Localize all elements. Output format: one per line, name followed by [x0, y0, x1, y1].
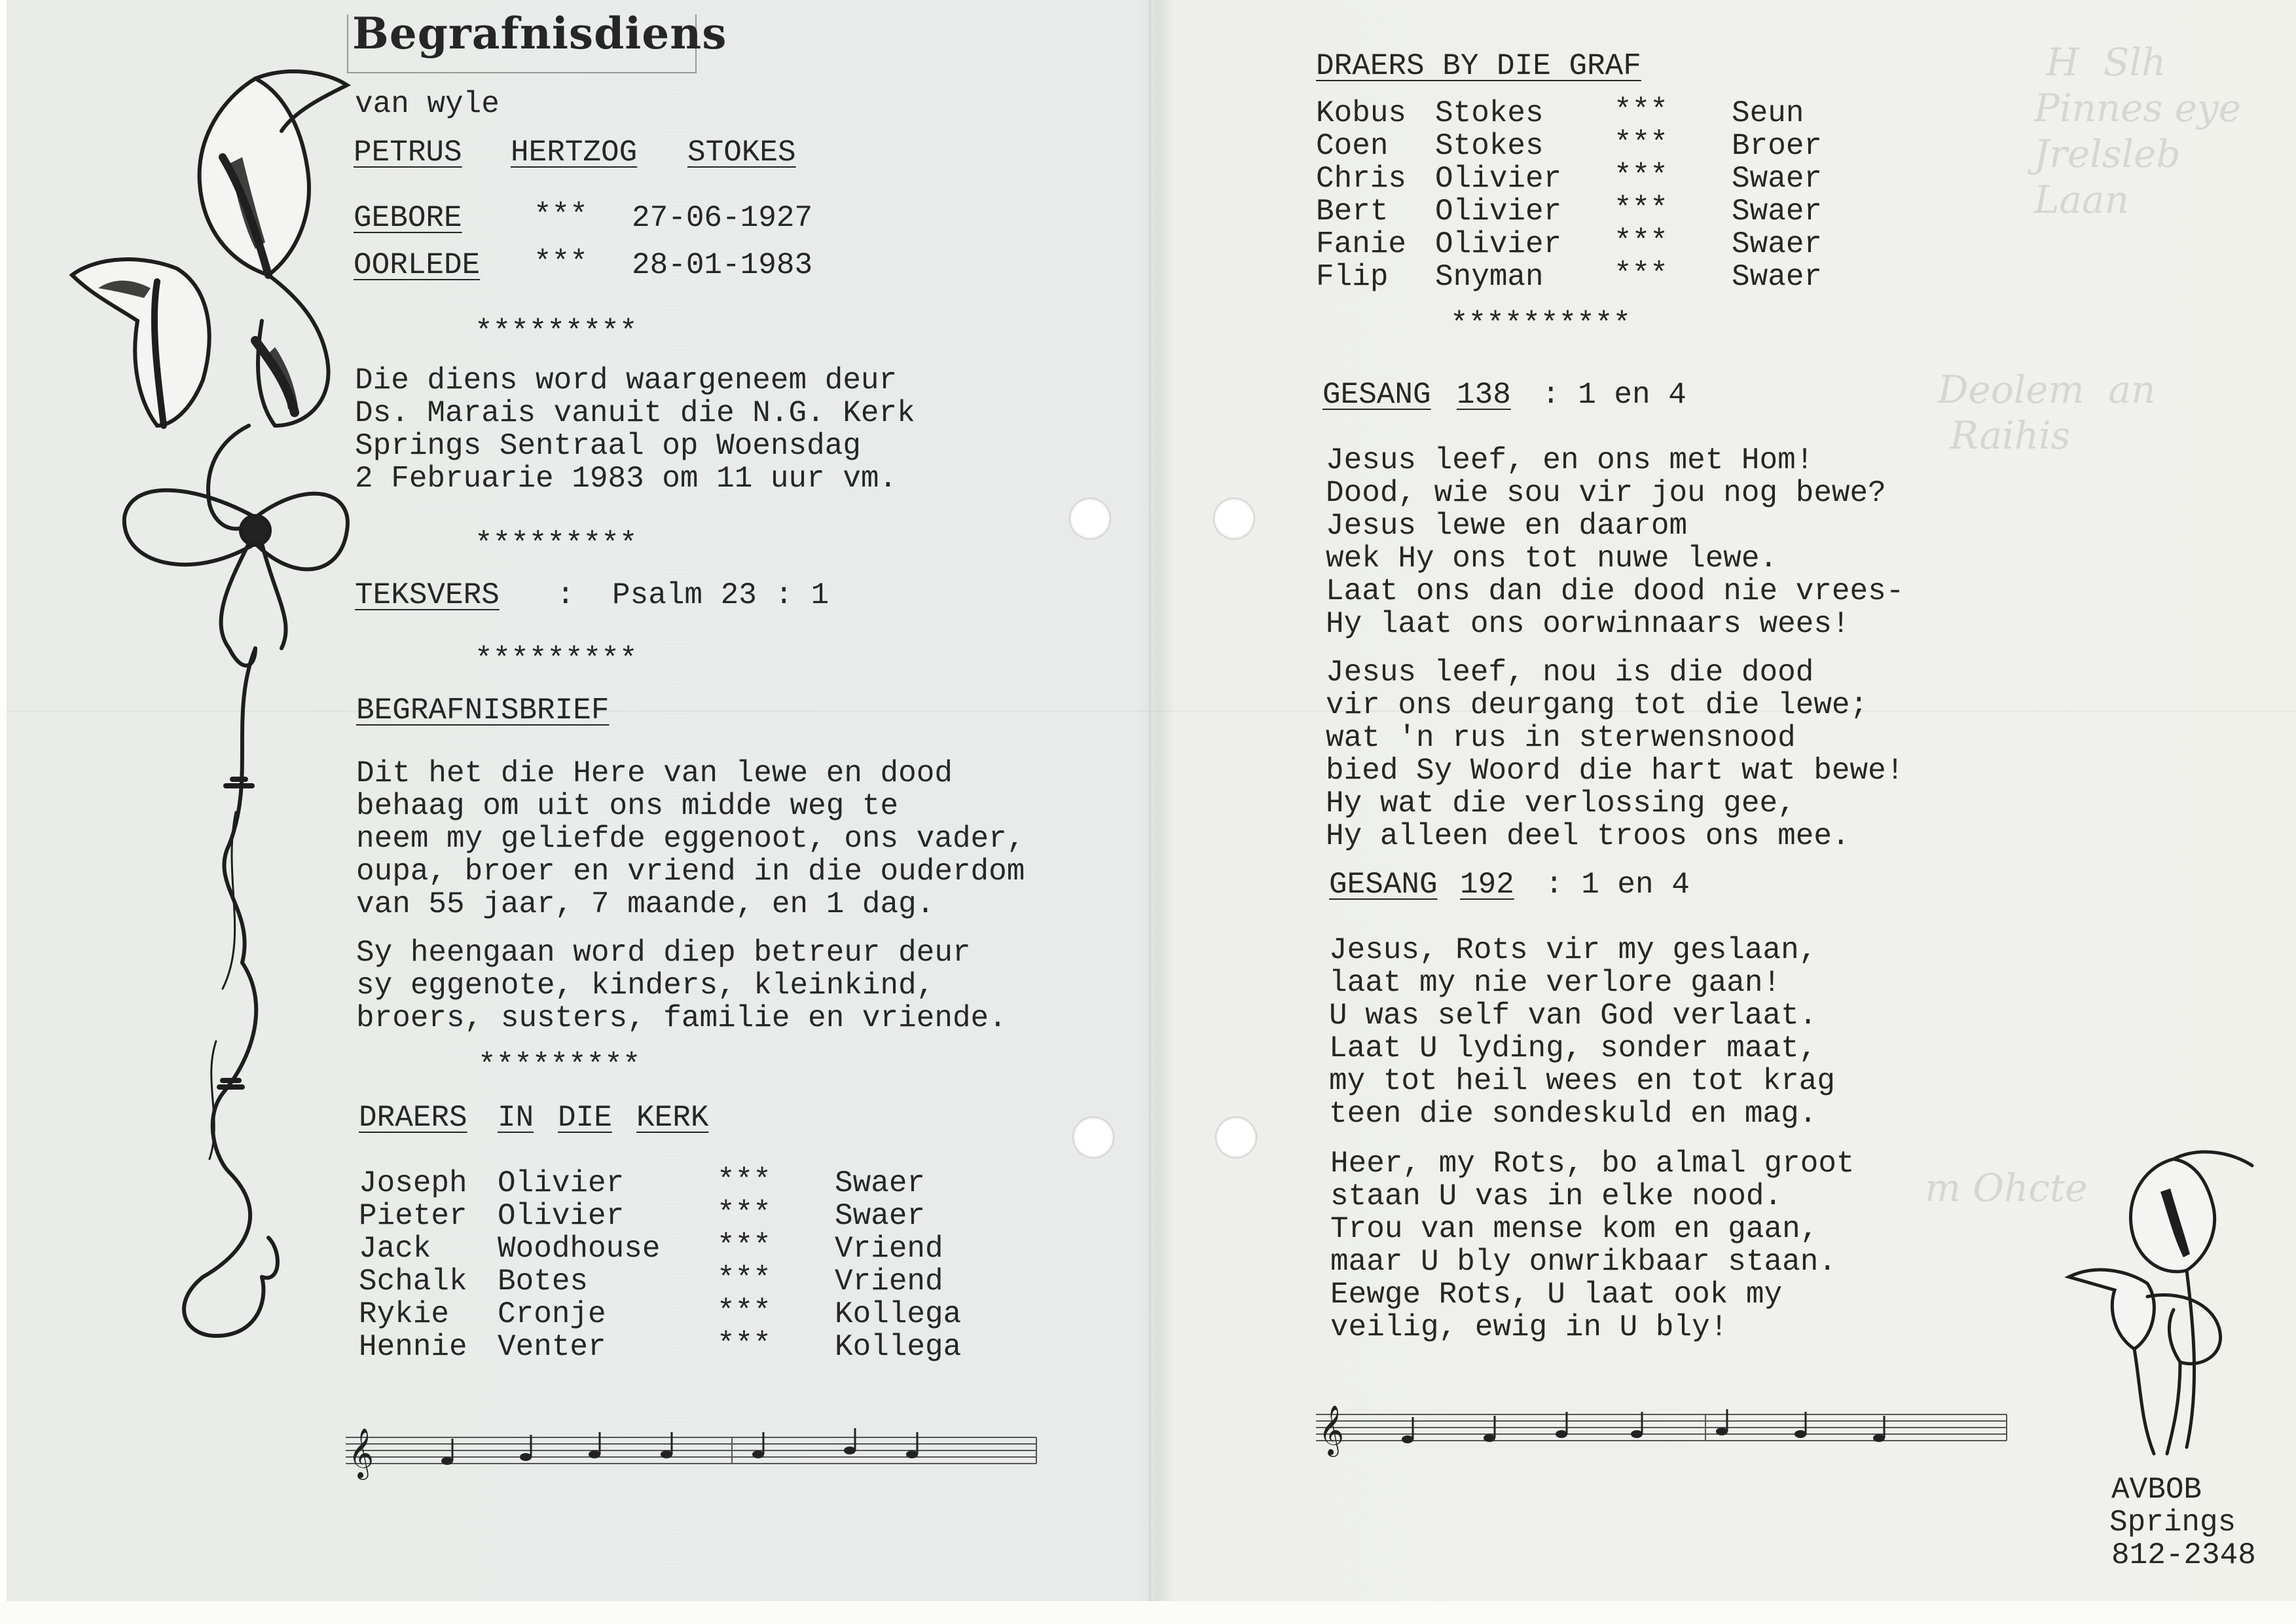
music-staff-left	[346, 1424, 1040, 1483]
text-line: Hy wat die verlossing gee,	[1326, 786, 1796, 821]
bearer-relation: Swaer	[1732, 227, 1823, 261]
bearer-relation: Swaer	[1732, 194, 1823, 229]
text-line: Dood, wie sou vir jou nog bewe?	[1326, 476, 1886, 510]
bearer-relation: Kollega	[835, 1297, 962, 1331]
text-line: oupa, broer en vriend in die ouderdom	[356, 855, 1025, 889]
bearer-stars: ***	[1614, 159, 1668, 193]
undertaker-name: AVBOB	[2111, 1473, 2202, 1507]
bearer-relation: Kollega	[835, 1330, 962, 1364]
bearer-last-name: Cronje	[498, 1297, 606, 1331]
hymn-label: GESANG	[1322, 378, 1431, 412]
bearer-stars: ***	[717, 1262, 771, 1296]
bearers-heading-word: DIE	[558, 1101, 612, 1135]
text-line: Ds. Marais vanuit die N.G. Kerk	[355, 396, 915, 430]
text-line: Jesus leef, en ons met Hom!	[1326, 443, 1814, 477]
bearer-first-name: Flip	[1316, 260, 1389, 294]
hymn-number: 138	[1457, 378, 1511, 412]
text-line: 2 Februarie 1983 om 11 uur vm.	[355, 462, 898, 496]
text-line: Trou van mense kom en gaan,	[1330, 1212, 1819, 1246]
text-line: Dit het die Here van lewe en dood	[356, 756, 953, 790]
text-line: Hy alleen deel troos ons mee.	[1326, 819, 1850, 853]
bearers-heading-word: IN	[498, 1101, 534, 1135]
bearer-first-name: Pieter	[359, 1199, 467, 1233]
bearer-relation: Seun	[1732, 96, 1804, 130]
bearer-last-name: Olivier	[1435, 227, 1562, 261]
separator: *********	[475, 315, 638, 349]
text-line: Eewge Rots, U laat ook my	[1330, 1278, 1783, 1312]
bearer-first-name: Hennie	[359, 1330, 467, 1364]
text-line: veilig, ewig in U bly!	[1330, 1310, 1728, 1344]
text-line: U was self van God verlaat.	[1329, 999, 1817, 1033]
separator: *********	[475, 527, 638, 561]
bearer-last-name: Olivier	[498, 1199, 625, 1233]
bearers-heading-word: DRAERS	[359, 1101, 467, 1135]
text-line: laat my nie verlore gaan!	[1329, 966, 1781, 1000]
show-through-writing: H Slh Pinnes eye Jrelsleb Laan	[2033, 40, 2242, 222]
text-line: van 55 jaar, 7 maande, en 1 dag.	[356, 887, 935, 921]
deceased-last-name: STOKES	[687, 136, 796, 170]
text-line: Jesus lewe en daarom	[1326, 509, 1688, 543]
text-verse-reference: Psalm 23 : 1	[612, 578, 829, 612]
text-line: behaag om uit ons midde weg te	[356, 789, 899, 823]
text-line: Springs Sentraal op Woensdag	[355, 429, 861, 463]
text-line: Sy heengaan word diep betreur deur	[356, 936, 971, 970]
bearer-relation: Swaer	[835, 1199, 926, 1233]
bearer-relation: Vriend	[835, 1264, 943, 1299]
lily-corner-illustration	[2056, 1139, 2272, 1460]
text-line: wek Hy ons tot nuwe lewe.	[1326, 542, 1778, 576]
page-title: Begrafnisdiens	[352, 8, 727, 59]
lily-ribbon-illustration	[59, 59, 354, 1356]
text-line: Jesus, Rots vir my geslaan,	[1329, 933, 1817, 967]
text-line: Die diens word waargeneem deur	[355, 363, 898, 397]
text-line: staan U vas in elke nood.	[1330, 1179, 1783, 1213]
hymn-verses: : 1 en 4	[1545, 868, 1690, 902]
bearer-first-name: Rykie	[359, 1297, 450, 1331]
bearer-last-name: Botes	[498, 1264, 589, 1299]
text-line: wat 'n rus in sterwensnood	[1326, 721, 1796, 755]
text-line: broers, susters, familie en vriende.	[356, 1001, 1007, 1035]
bearer-stars: ***	[1614, 192, 1668, 226]
bearer-last-name: Stokes	[1435, 129, 1544, 163]
bearer-relation: Swaer	[835, 1166, 926, 1200]
text-line: Laat ons dan die dood nie vrees-	[1326, 574, 1904, 608]
bearer-stars: ***	[1614, 126, 1668, 160]
deceased-first-name: PETRUS	[354, 136, 462, 170]
hymn-verses: : 1 en 4	[1542, 378, 1686, 412]
text-line: vir ons deurgang tot die lewe;	[1326, 688, 1868, 722]
text-line: Hy laat ons oorwinnaars wees!	[1326, 607, 1850, 641]
letter-heading: BEGRAFNISBRIEF	[356, 693, 610, 728]
bearer-last-name: Olivier	[1435, 194, 1562, 229]
bearer-last-name: Olivier	[1435, 162, 1562, 196]
text-line: maar U bly onwrikbaar staan.	[1330, 1245, 1836, 1279]
bearer-relation: Vriend	[835, 1232, 943, 1266]
born-stars: ***	[534, 198, 588, 232]
separator: **********	[1450, 307, 1631, 341]
bearer-stars: ***	[1614, 257, 1668, 291]
text-line: Laat U lyding, sonder maat,	[1329, 1031, 1817, 1065]
died-date: 28-01-1983	[632, 248, 813, 282]
bearer-stars: ***	[717, 1229, 771, 1263]
center-fold	[1149, 0, 1151, 1601]
bearer-first-name: Jack	[359, 1232, 431, 1266]
bearer-first-name: Joseph	[359, 1166, 467, 1200]
bearer-last-name: Snyman	[1435, 260, 1544, 294]
bearer-first-name: Fanie	[1316, 227, 1407, 261]
show-through-writing: Deolem an Raihis	[1938, 367, 2156, 458]
separator: *********	[478, 1048, 641, 1082]
bearer-stars: ***	[717, 1164, 771, 1198]
bearer-last-name: Olivier	[498, 1166, 625, 1200]
text-verse-colon: :	[556, 578, 575, 612]
punch-hole	[1213, 498, 1255, 540]
bearer-last-name: Stokes	[1435, 96, 1544, 130]
undertaker-town: Springs	[2109, 1505, 2236, 1540]
hymn-number: 192	[1460, 868, 1514, 902]
died-stars: ***	[534, 246, 588, 280]
born-label: GEBORE	[354, 201, 462, 235]
bearer-last-name: Woodhouse	[498, 1232, 661, 1266]
undertaker-phone: 812-2348	[2111, 1538, 2256, 1572]
bearer-first-name: Schalk	[359, 1264, 467, 1299]
deceased-middle-name: HERTZOG	[511, 136, 638, 170]
died-label: OORLEDE	[354, 248, 481, 282]
punch-hole	[1215, 1116, 1257, 1158]
svg-text:𝄞: 𝄞	[1319, 1405, 1345, 1455]
punch-hole	[1072, 1116, 1114, 1158]
hymn-label: GESANG	[1329, 868, 1438, 902]
bearer-first-name: Chris	[1316, 162, 1407, 196]
text-verse-label: TEKSVERS	[355, 578, 500, 612]
bearer-first-name: Coen	[1316, 129, 1389, 163]
text-line: bied Sy Woord die hart wat bewe!	[1326, 754, 1904, 788]
bearer-stars: ***	[717, 1295, 771, 1329]
bearer-stars: ***	[1614, 94, 1668, 128]
bearer-relation: Broer	[1732, 129, 1823, 163]
music-staff-right	[1316, 1401, 2010, 1460]
text-line: my tot heil wees en tot krag	[1329, 1064, 1835, 1098]
bearer-relation: Swaer	[1732, 162, 1823, 196]
text-line: neem my geliefde eggenoot, ons vader,	[356, 822, 1025, 856]
separator: *********	[475, 642, 638, 676]
grave-bearers-heading: DRAERS BY DIE GRAF	[1316, 49, 1641, 83]
born-date: 27-06-1927	[632, 201, 813, 235]
show-through-writing: m Ohcte	[1925, 1166, 2088, 1210]
text-line: Heer, my Rots, bo almal groot	[1330, 1147, 1855, 1181]
bearer-last-name: Venter	[498, 1330, 606, 1364]
punch-hole	[1069, 498, 1111, 540]
bearer-relation: Swaer	[1732, 260, 1823, 294]
bearer-stars: ***	[1614, 225, 1668, 259]
svg-text:𝄞: 𝄞	[348, 1428, 374, 1478]
bearers-heading-word: KERK	[636, 1101, 709, 1135]
bearer-first-name: Kobus	[1316, 96, 1407, 130]
text-line: sy eggenote, kinders, kleinkind,	[356, 969, 935, 1003]
subtitle: van wyle	[355, 87, 500, 121]
bearer-first-name: Bert	[1316, 194, 1389, 229]
text-line: teen die sondeskuld en mag.	[1329, 1097, 1817, 1131]
bearer-stars: ***	[717, 1327, 771, 1361]
text-line: Jesus leef, nou is die dood	[1326, 655, 1814, 690]
bearer-stars: ***	[717, 1196, 771, 1230]
scan-margin	[0, 1601, 2296, 1624]
